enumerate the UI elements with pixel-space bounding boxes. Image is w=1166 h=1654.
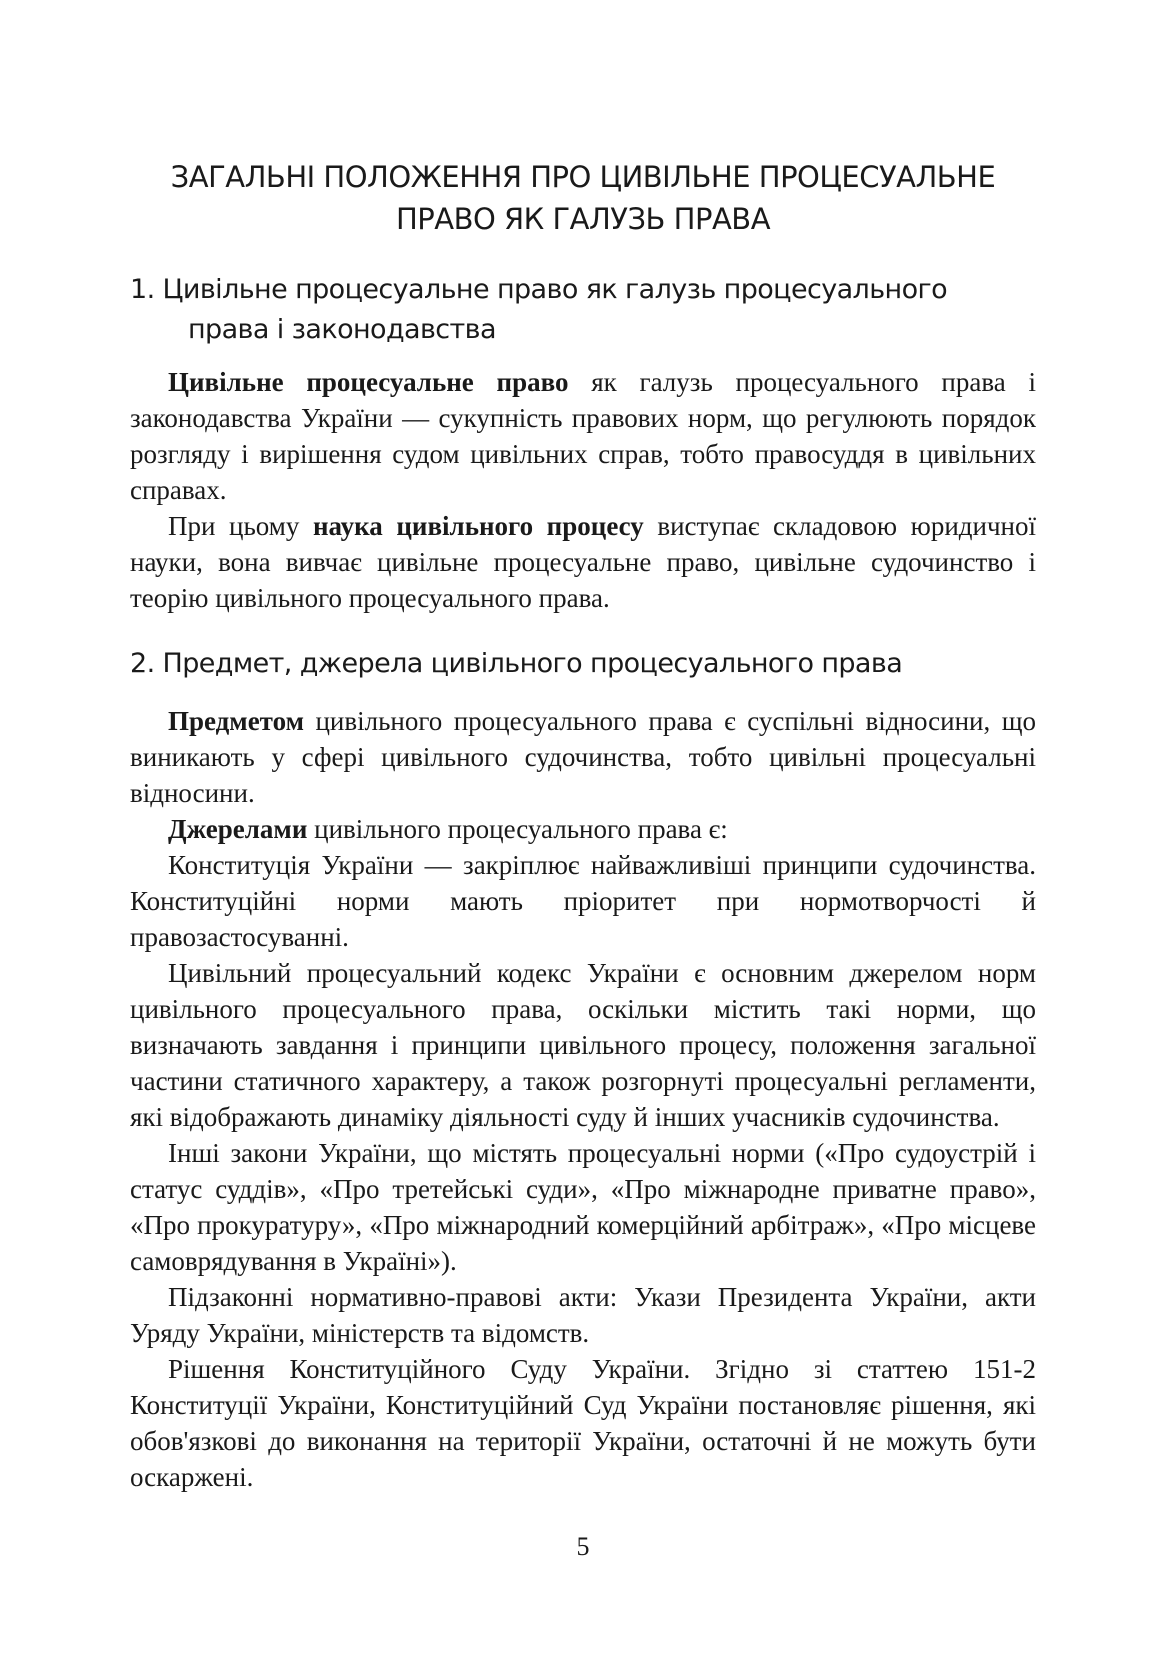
section-1-heading-line2: права і законодавства [188,314,496,345]
page-title-line1: ЗАГАЛЬНІ ПОЛОЖЕННЯ ПРО ЦИВІЛЬНЕ ПРОЦЕСУАЛЬНЕ [170,160,996,194]
section-2-paragraph-6: Підзаконні нормативно-правові акти: Укази Президента України, акти Уряду України, міністерств та відомств. [130,1282,1036,1348]
section-1-heading-line1: 1. Цивільне процесуальне право як галузь процесуального [130,274,947,305]
term-subject: Предметом [168,706,304,736]
section-2-paragraph-5: Інші закони України, що містять процесуальні норми («Про судоустрій і статус суддів», «Про третейські суди», «Про міжнародне приватне право», «Про прокуратуру», «Про міжнародний комерційний арбітраж», «Про місцеве самоврядування в Україні»). [130,1138,1036,1276]
section-2-paragraph-4: Цивільний процесуальний кодекс України є основним джерелом норм цивільного процесуального права, оскільки містить такі норми, що визначають завдання і принципи цивільного процесу, положення загальної частини статичного характеру, а також розгорнуті процесуальні регламенти, які відображають динаміку діяльності суду й інших учасників судочинства. [130,958,1036,1132]
section-1-paragraph-2-start: При цьому [168,511,313,541]
page-title [130,156,1036,240]
page-title-line2: ПРАВО ЯК ГАЛУЗЬ ПРАВА [395,202,771,236]
term-sources: Джерелами [168,814,308,844]
section-2-paragraph-7: Рішення Конституційного Суду України. Згідно зі статтею 151-2 Конституції України, Конституційний Суд України постановляє рішення, які обов'язкові до виконання на території України, остаточні й не можуть бути оскаржені. [130,1354,1036,1492]
term-science-of-civil-process: наука цивільного процесу [312,511,644,541]
section-2-heading: 2. Предмет, джерела цивільного процесуального права [130,648,903,679]
section-1-paragraph-2 [130,508,1036,616]
section-2-body [130,703,1036,1495]
section-1-paragraph-1-text: як галузь процесуального права і законодавства України — сукупність правових норм, що регулюють порядок розгляду і вирішення судом цивільних справ, тобто правосуддя в цивільних справах. [130,367,1036,505]
page-number: 5 [576,1532,590,1561]
section-2-paragraph-2 [130,811,1036,847]
section-1-body [130,364,1036,616]
section-2-paragraph-1 [130,703,1036,811]
section-2-paragraph-2-text: цивільного процесуального права є: [307,814,728,844]
term-civil-procedural-law: Цивільне процесуальне право [168,367,569,397]
section-1-paragraph-1 [130,364,1036,508]
section-1-heading [130,270,1036,350]
section-1-paragraph-2-text: виступає складовою юридичної науки, вона вивчає цивільне процесуальне право, цивільне судочинство і теорію цивільного процесуального права. [130,511,1037,613]
section-2-paragraph-1-text: цивільного процесуального права є суспільні відносини, що виникають у сфері цивільного судочинства, тобто цивільні процесуальні відносини. [130,706,1036,808]
section-2-paragraph-3: Конституція України — закріплює найважливіші принципи судочинства. Конституційні норми мають пріоритет при нормотворчості й правозастосуванні. [130,850,1036,952]
